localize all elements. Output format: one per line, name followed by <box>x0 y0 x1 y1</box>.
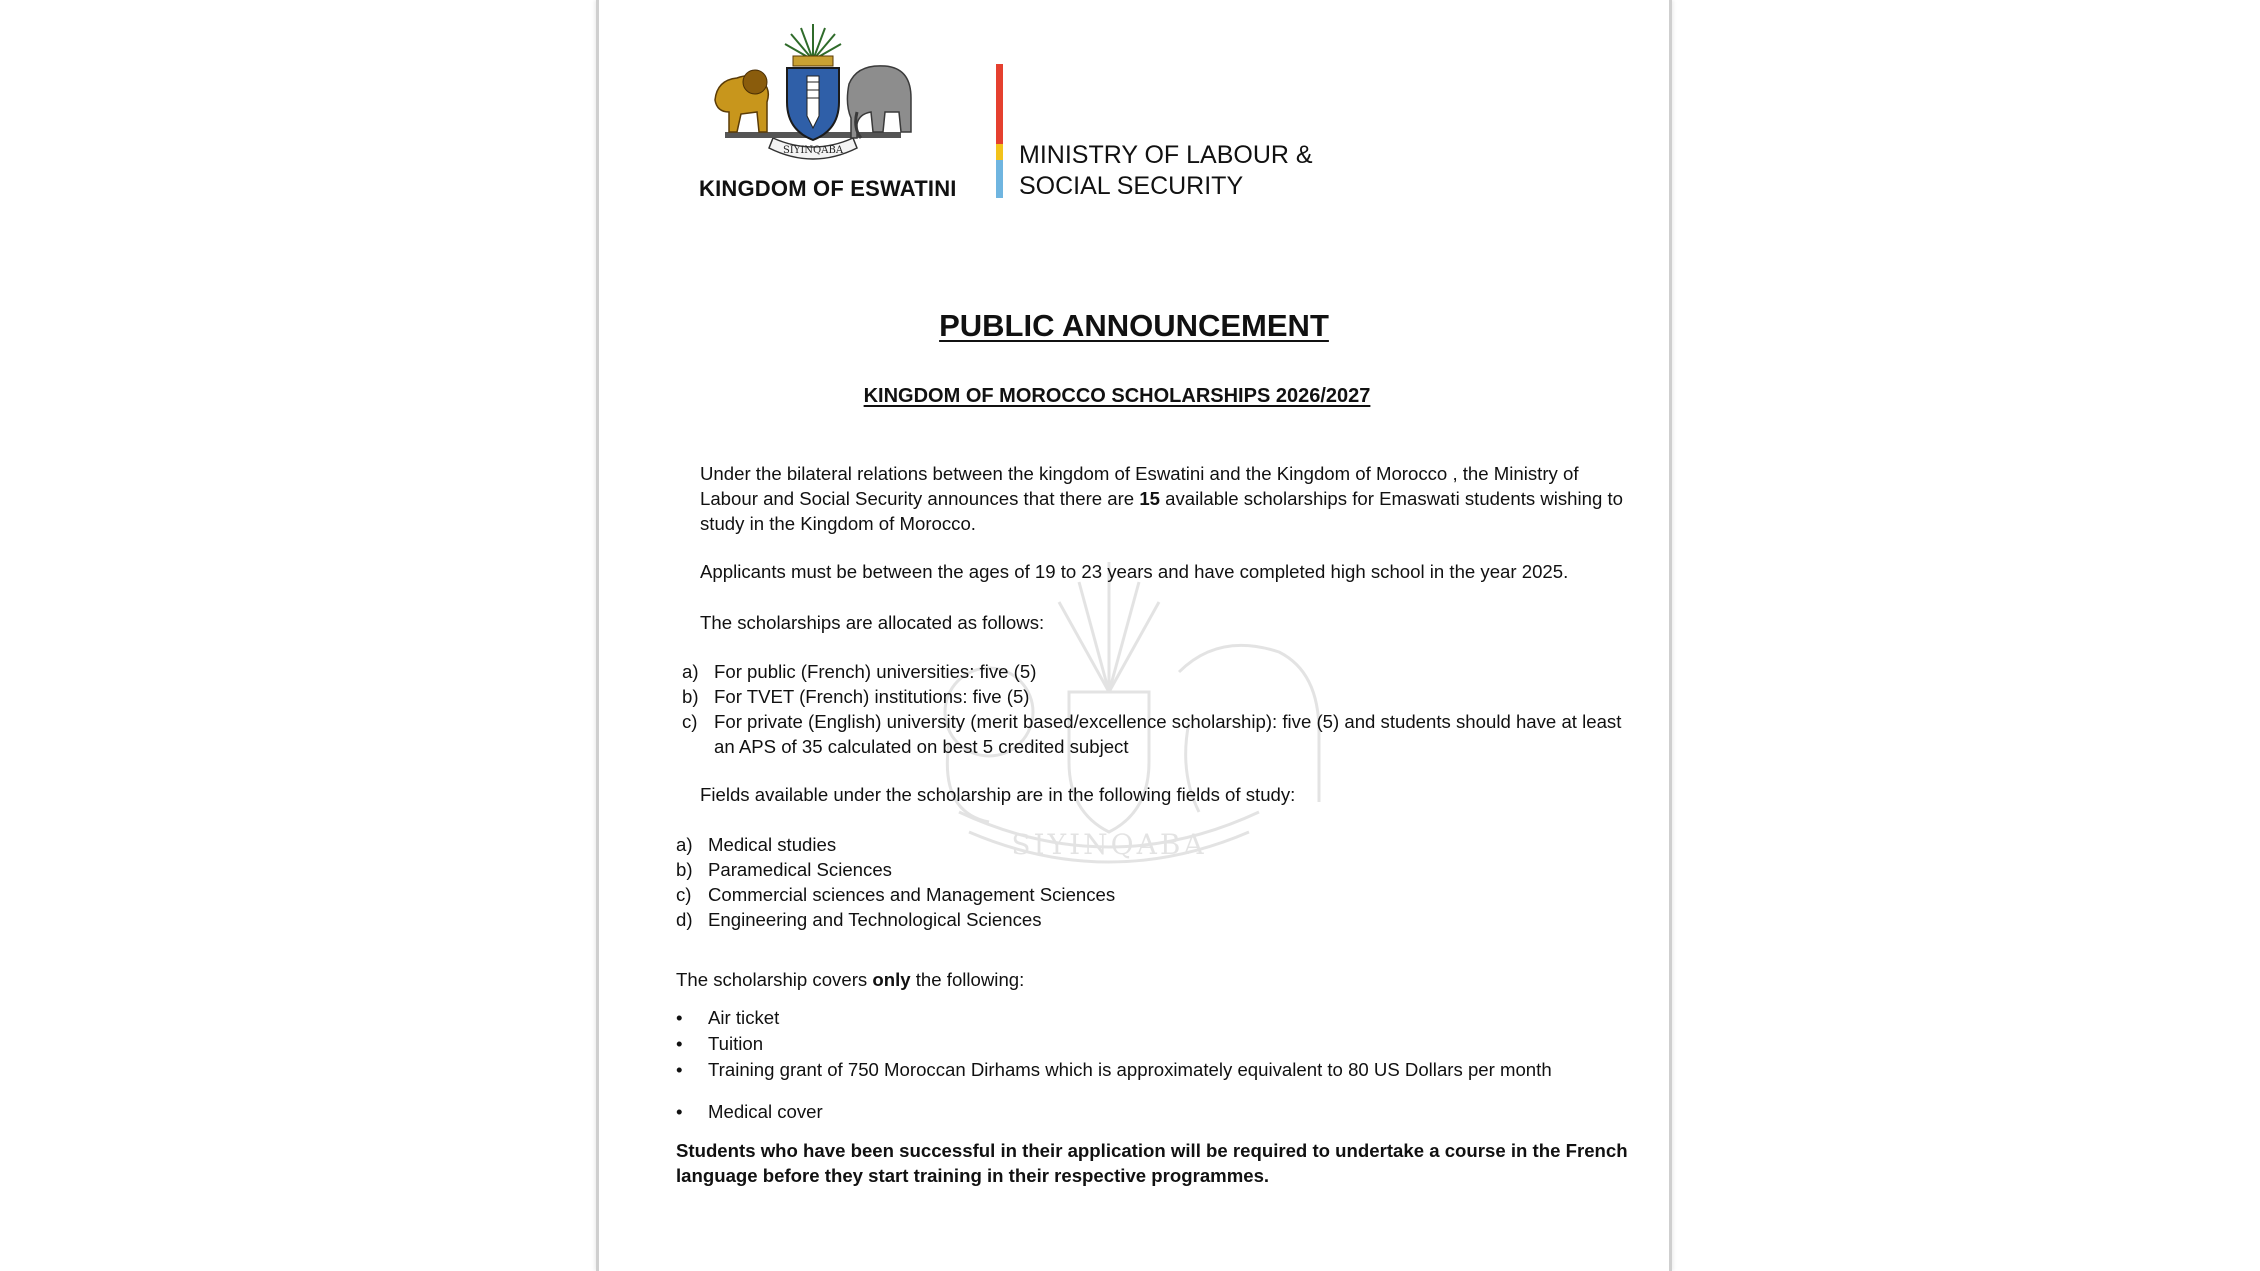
fields-list <box>676 832 1376 932</box>
ministry-line-1: MINISTRY OF LABOUR & <box>1019 141 1313 169</box>
fields-intro: Fields available under the scholarship are in the following fields of study: <box>700 784 1296 805</box>
list-marker: b) <box>682 686 699 707</box>
list-item-text: For TVET (French) institutions: five (5) <box>714 686 1030 707</box>
page-subtitle: KINGDOM OF MOROCCO SCHOLARSHIPS 2026/2027 <box>863 385 1371 407</box>
language-requirement-notice: Students who have been successful in their application will be required to undertake a course in the French language before they start training in their respective programmes. <box>676 1140 1628 1186</box>
list-item <box>676 1057 1636 1083</box>
list-item-text: Air ticket <box>708 1007 780 1028</box>
page-title: PUBLIC ANNOUNCEMENT <box>939 308 1329 343</box>
list-marker: b) <box>676 859 693 880</box>
list-item-text: For public (French) universities: five (5) <box>714 661 1037 682</box>
intro-paragraph <box>700 461 1630 536</box>
list-marker: a) <box>682 661 699 682</box>
coverage-intro-start: The scholarship covers <box>676 969 873 990</box>
list-item <box>676 857 1376 882</box>
watermark-motto-text: SIYINQABA <box>1011 828 1207 861</box>
ministry-name <box>1019 140 1313 202</box>
country-name: KINGDOM OF ESWATINI <box>699 176 957 201</box>
allocation-list <box>682 659 1632 759</box>
list-marker: a) <box>676 834 693 855</box>
list-item-text: Medical studies <box>708 834 837 855</box>
list-item <box>676 832 1376 857</box>
list-item <box>676 1005 1636 1031</box>
list-marker: c) <box>682 711 698 732</box>
list-item-text: Commercial sciences and Management Sciences <box>708 884 1116 905</box>
coverage-intro-end: the following: <box>910 969 1025 990</box>
list-marker: c) <box>676 884 692 905</box>
color-divider <box>996 64 1003 198</box>
eligibility-paragraph: Applicants must be between the ages of 19 to 23 years and have completed high school in the year 2025. <box>700 561 1569 582</box>
list-marker: d) <box>676 909 693 930</box>
coverage-intro <box>676 967 1024 992</box>
bullet-icon: • <box>676 1101 683 1122</box>
list-item <box>676 1099 1636 1125</box>
coat-of-arms-emblem <box>707 20 919 170</box>
ministry-line-2: SOCIAL SECURITY <box>1019 172 1244 200</box>
list-item-text: Medical cover <box>708 1101 823 1122</box>
intro-text-start: Under the bilateral relations between the kingdom of Eswatini and the Kingdom of Morocco , the Ministry of Labour and Social Security announces that there are <box>700 463 1579 509</box>
divider-yellow-segment <box>996 144 1003 160</box>
list-item <box>682 684 1632 709</box>
crest-motto-text: SIYINQABA <box>782 145 844 156</box>
intro-text-end: available scholarships for Emaswati students wishing to study in the Kingdom of Morocco. <box>700 488 1624 534</box>
list-item-text: Training grant of 750 Moroccan Dirhams which is approximately equivalent to 80 US Dollars per month <box>708 1059 1552 1080</box>
list-item <box>682 659 1632 684</box>
list-item-text: Tuition <box>708 1033 764 1054</box>
bullet-icon: • <box>676 1033 683 1054</box>
list-item-text: Paramedical Sciences <box>708 859 892 880</box>
allocation-intro: The scholarships are allocated as follows: <box>700 612 1045 633</box>
coverage-list <box>676 1005 1636 1125</box>
coverage-emphasis: only <box>872 969 911 990</box>
list-item <box>676 1031 1636 1057</box>
bullet-icon: • <box>676 1007 683 1028</box>
list-item <box>682 709 1632 759</box>
divider-red-segment <box>996 64 1003 144</box>
list-item-text: Engineering and Technological Sciences <box>708 909 1042 930</box>
divider-blue-segment <box>996 160 1003 198</box>
list-item <box>676 907 1376 932</box>
document-page <box>596 0 1672 1271</box>
bullet-icon: • <box>676 1059 683 1080</box>
list-item-text: For private (English) university (merit based/excellence scholarship): five (5) and students should have at least an APS of 35 calculated on best 5 credited subject <box>714 711 1622 757</box>
scholarship-count: 15 <box>1139 488 1160 509</box>
list-item <box>676 882 1376 907</box>
